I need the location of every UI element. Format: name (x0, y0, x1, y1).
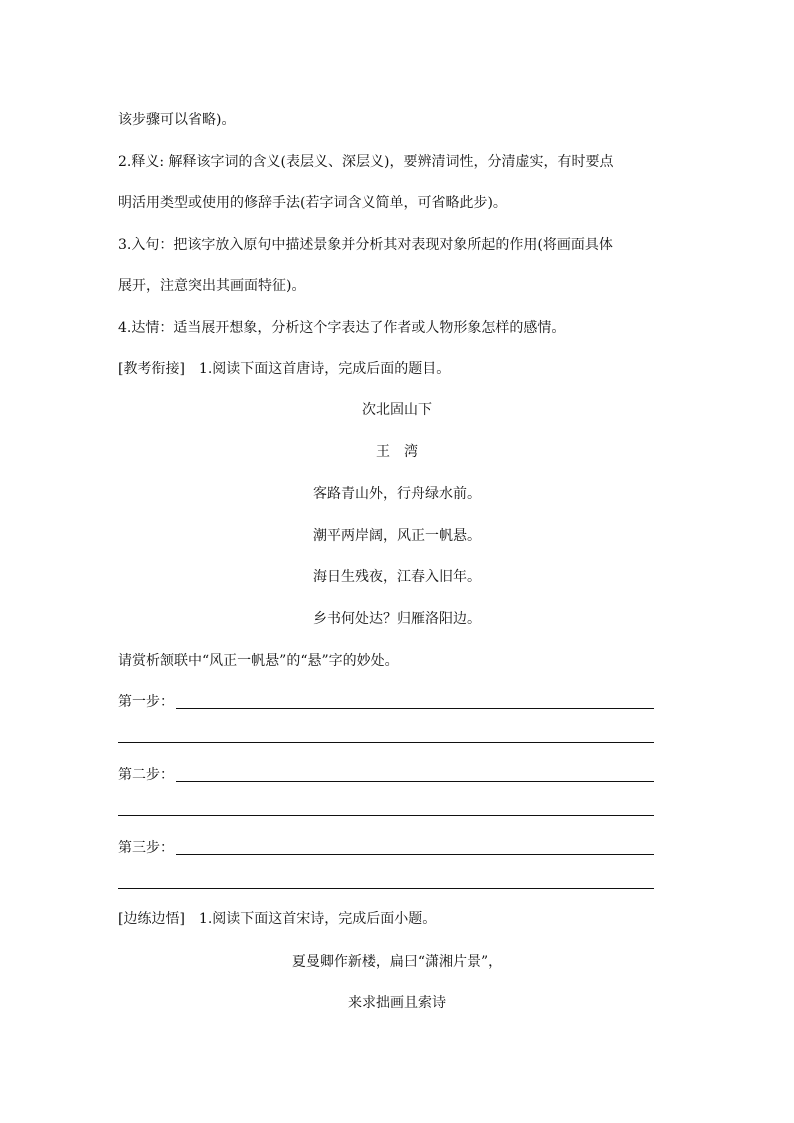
question-text: 请赏析颔联中“风正一帆悬”的“悬”字的妙处。 (118, 653, 399, 669)
poem-line: 潮平两岸阔，风正一帆悬。 (313, 528, 481, 544)
answer-step-2-row (118, 765, 654, 785)
poem2-title-line-1: 夏曼卿作新楼，扁曰“潇湘片景”， (291, 954, 503, 970)
poem-line: 客路青山外，行舟绿水前。 (313, 486, 481, 502)
step3-text-line-1: 3.入句：把该字放入原句中描述景象并分析其对表现对象所起的作用(将画面具体 (118, 237, 613, 253)
exercise1-intro: [教考衔接] 1.阅读下面这首唐诗，完成后面的题目。 (118, 361, 451, 377)
poem-line: 乡书何处达？归雁洛阳边。 (313, 611, 481, 627)
answer-step-3-label: 第三步： (118, 840, 174, 856)
answer-blank-line[interactable] (118, 742, 654, 743)
method-continuation-text: 该步骤可以省略)。 (118, 112, 236, 128)
answer-blank-line[interactable] (118, 815, 654, 816)
poem-title: 次北固山下 (362, 402, 432, 418)
answer-step-2-label: 第二步： (118, 767, 174, 783)
exercise2-intro: [边练边悟] 1.阅读下面这首宋诗，完成后面小题。 (118, 911, 437, 927)
poem-author: 王 湾 (376, 444, 418, 460)
step2-text-line-2: 明活用类型或使用的修辞手法(若字词含义简单，可省略此步)。 (118, 195, 507, 211)
step3-text-line-2: 展开，注意突出其画面特征)。 (118, 278, 306, 294)
answer-step-1-line[interactable] (176, 708, 654, 709)
poem2-title-line-2: 来求拙画且索诗 (348, 995, 446, 1011)
answer-blank-line[interactable] (118, 888, 654, 889)
answer-step-3-row (118, 838, 654, 858)
step2-text-line-1: 2.释义: 解释该字词的含义(表层义、深层义)，要辨清词性，分清虚实，有时要点 (118, 154, 614, 170)
step4-text: 4.达情：适当展开想象，分析这个字表达了作者或人物形象怎样的感情。 (118, 320, 566, 336)
answer-step-1-row (118, 692, 654, 712)
answer-step-1-label: 第一步： (118, 694, 174, 710)
answer-step-2-line[interactable] (176, 781, 654, 782)
answer-step-3-line[interactable] (176, 854, 654, 855)
poem-line: 海日生残夜，江春入旧年。 (313, 569, 481, 585)
